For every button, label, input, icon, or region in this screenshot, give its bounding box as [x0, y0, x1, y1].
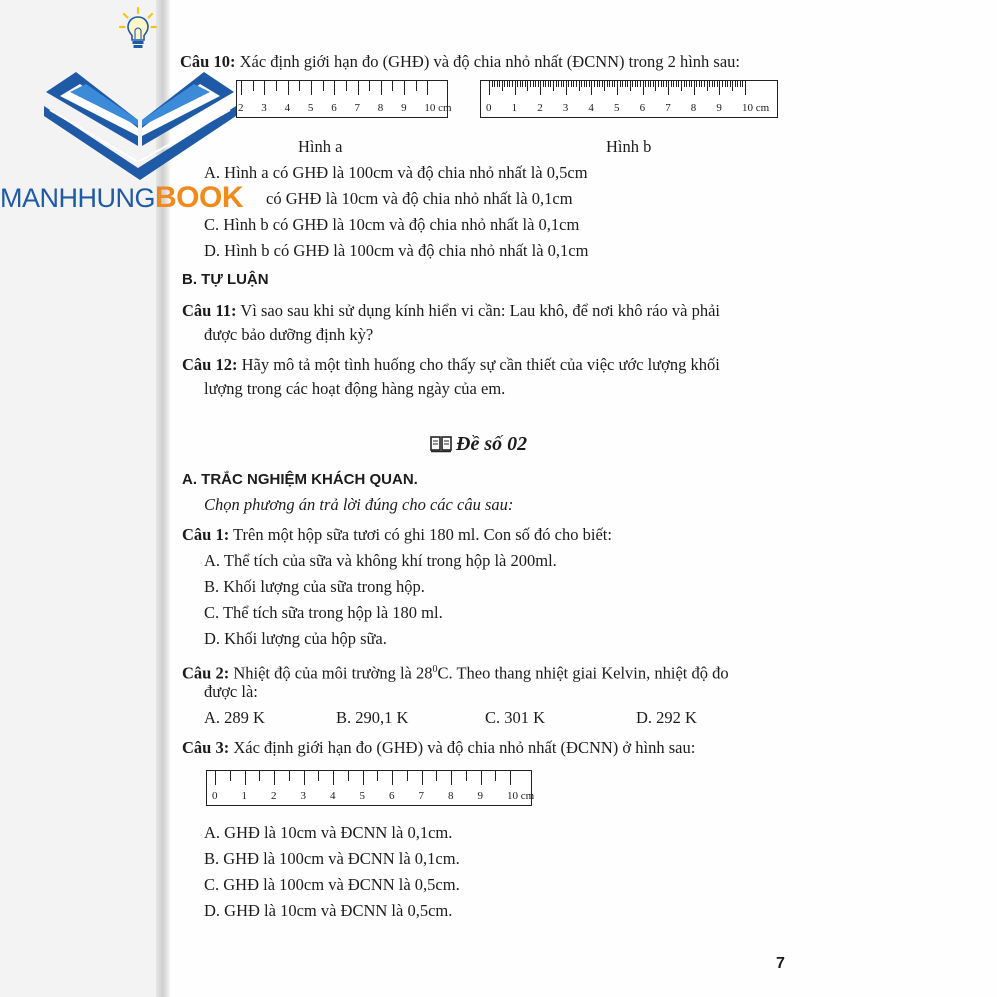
ruler-major-tick — [245, 771, 246, 785]
ruler-minor-tick — [712, 81, 713, 87]
ruler-minor-tick — [520, 81, 521, 87]
ruler-minor-tick — [527, 81, 528, 91]
ruler-minor-tick — [512, 81, 513, 87]
option-a: A. 289 K — [204, 708, 265, 727]
ruler-label: 4 — [330, 790, 336, 802]
exam-title: Đề số 02 — [456, 433, 528, 455]
ruler-minor-tick — [717, 81, 718, 87]
ruler-minor-tick — [545, 81, 546, 87]
ruler-label: 1 — [511, 102, 518, 114]
ruler-minor-tick — [655, 81, 656, 91]
ruler-minor-tick — [346, 81, 347, 91]
ruler-minor-tick — [548, 81, 549, 87]
ruler-minor-tick — [663, 81, 664, 87]
ruler-label: 3 — [261, 102, 267, 114]
ruler-major-tick — [515, 81, 516, 95]
question-text: Trên một hộp sữa tươi có ghi 180 ml. Con số đó cho biết: — [233, 525, 612, 544]
ruler-major-tick — [404, 81, 405, 95]
open-book-icon — [40, 62, 240, 182]
ruler-label: 10 cm — [424, 102, 452, 114]
ruler-label: 9 — [477, 790, 483, 802]
question-text-cont: C. Theo thang nhiệt giai Kelvin, nhiệt độ đo — [437, 663, 729, 683]
ruler-minor-tick — [709, 81, 710, 87]
option-d: D. GHĐ là 10cm và ĐCNN là 0,5cm. — [204, 901, 453, 920]
ruler-label: 7 — [354, 102, 360, 114]
ruler-major-tick — [668, 81, 669, 95]
ruler-minor-tick — [699, 81, 700, 87]
ruler-label: 6 — [639, 102, 646, 114]
ruler-minor-tick — [594, 81, 595, 87]
question-number: Câu 1: — [182, 525, 230, 544]
ruler-major-tick — [617, 81, 618, 95]
ruler-minor-tick — [742, 81, 743, 87]
ruler-minor-tick — [602, 81, 603, 87]
ruler-major-tick — [510, 771, 511, 785]
ruler-minor-tick — [492, 81, 493, 87]
option-c: C. Hình b có GHĐ là 10cm và độ chia nhỏ nhất là 0,1cm — [204, 215, 580, 234]
ruler-major-tick — [422, 771, 423, 785]
ruler-label: 4 — [588, 102, 594, 114]
question-3 — [182, 738, 695, 758]
ruler-label: 1 — [241, 790, 247, 802]
ruler-major-tick — [333, 771, 334, 785]
option-a: A. Hình a có GHĐ là 100cm và độ chia nhỏ nhất là 0,5cm — [204, 163, 588, 182]
ruler-minor-tick — [259, 771, 260, 781]
ruler-minor-tick — [253, 81, 254, 91]
question-12 — [182, 355, 720, 375]
ruler-major-tick — [427, 81, 428, 95]
ruler-minor-tick — [530, 81, 531, 87]
ruler-minor-tick — [561, 81, 562, 87]
brand-name-part1: MANHHUNG — [0, 183, 155, 213]
ruler-label: 7 — [418, 790, 424, 802]
ruler-minor-tick — [589, 81, 590, 87]
ruler-label: 8 — [377, 102, 384, 114]
ruler-label: 5 — [307, 102, 314, 114]
ruler-minor-tick — [637, 81, 638, 87]
option-d: D. 292 K — [636, 708, 697, 727]
ruler-minor-tick — [666, 81, 667, 87]
ruler-label: 3 — [562, 102, 569, 114]
ruler-minor-tick — [701, 81, 702, 87]
ruler-minor-tick — [276, 81, 277, 91]
superscript-degree: 0 — [432, 664, 438, 675]
ruler-major-tick — [311, 81, 312, 95]
ruler-label: 2 — [271, 790, 277, 802]
ruler-minor-tick — [635, 81, 636, 87]
ruler-major-tick — [274, 771, 275, 785]
ruler-minor-tick — [502, 81, 503, 91]
ruler-label: 9 — [716, 102, 722, 114]
question-11-line2: được bảo dưỡng định kỳ? — [204, 325, 374, 344]
ruler-major-tick — [264, 81, 265, 95]
ruler-minor-tick — [722, 81, 723, 87]
ruler-label: 6 — [331, 102, 337, 114]
ruler-minor-tick — [714, 81, 715, 87]
ruler-minor-tick — [497, 81, 498, 87]
ruler-minor-tick — [495, 771, 496, 781]
ruler-major-tick — [643, 81, 644, 95]
ruler-minor-tick — [658, 81, 659, 87]
section-heading: B. TỰ LUẬN — [182, 271, 269, 288]
ruler-label: 10 cm — [742, 102, 770, 114]
option-c: C. GHĐ là 100cm và ĐCNN là 0,5cm. — [204, 875, 460, 894]
ruler-minor-tick — [563, 81, 564, 87]
question-number: Câu 10: — [180, 52, 236, 71]
ruler-major-tick — [591, 81, 592, 95]
ruler-minor-tick — [573, 81, 574, 87]
ruler-label: 7 — [665, 102, 671, 114]
question-number: Câu 12: — [182, 355, 238, 374]
caption-hinh-b: Hình b — [606, 137, 652, 156]
ruler-minor-tick — [727, 81, 728, 87]
ruler-major-tick — [745, 81, 746, 95]
question-number: Câu 2: — [182, 663, 230, 683]
ruler-minor-tick — [416, 81, 417, 91]
ruler-a — [236, 80, 452, 118]
ruler-minor-tick — [625, 81, 626, 87]
ruler-label: 2 — [537, 102, 543, 114]
ruler-minor-tick — [632, 81, 633, 87]
ruler-minor-tick — [740, 81, 741, 87]
ruler-major-tick — [481, 771, 482, 785]
ruler-label: 8 — [448, 790, 454, 802]
ruler-major-tick — [288, 81, 289, 95]
ruler-minor-tick — [517, 81, 518, 87]
question-text: Hãy mô tả một tình huống cho thấy sự cần thiết của việc ước lượng khối — [241, 355, 720, 374]
ruler-major-tick — [566, 81, 567, 95]
ruler-minor-tick — [550, 81, 551, 87]
ruler-minor-tick — [730, 81, 731, 87]
ruler-minor-tick — [348, 771, 349, 781]
option-b: B. GHĐ là 100cm và ĐCNN là 0,1cm. — [204, 849, 460, 868]
ruler-label: 6 — [389, 790, 395, 802]
question-11 — [182, 301, 720, 321]
ruler-c — [206, 770, 535, 806]
ruler-minor-tick — [640, 81, 641, 87]
question-2 — [182, 660, 729, 684]
open-book-small-icon — [430, 435, 452, 453]
ruler-minor-tick — [661, 81, 662, 87]
ruler-minor-tick — [673, 81, 674, 87]
ruler-major-tick — [489, 81, 490, 95]
ruler-minor-tick — [377, 771, 378, 781]
ruler-major-tick — [363, 771, 364, 785]
ruler-label: 3 — [300, 790, 306, 802]
ruler-minor-tick — [686, 81, 687, 87]
ruler-minor-tick — [737, 81, 738, 87]
ruler-label: 8 — [690, 102, 697, 114]
question-12-line2: lượng trong các hoạt động hàng ngày của em. — [204, 379, 506, 398]
ruler-minor-tick — [599, 81, 600, 87]
ruler-minor-tick — [571, 81, 572, 87]
ruler-minor-tick — [553, 81, 554, 91]
ruler-minor-tick — [620, 81, 621, 87]
ruler-label: 9 — [401, 102, 407, 114]
ruler-minor-tick — [630, 81, 631, 91]
ruler-major-tick — [719, 81, 720, 95]
ruler-label: 2 — [238, 102, 244, 114]
ruler-minor-tick — [533, 81, 534, 87]
ruler-minor-tick — [645, 81, 646, 87]
ruler-major-tick — [304, 771, 305, 785]
ruler-minor-tick — [543, 81, 544, 87]
option-b: B. 290,1 K — [336, 708, 409, 727]
ruler-label: 0 — [486, 102, 492, 114]
ruler-minor-tick — [648, 81, 649, 87]
ruler-minor-tick — [504, 81, 505, 87]
page-number: 7 — [776, 955, 785, 972]
ruler-minor-tick — [576, 81, 577, 87]
ruler-minor-tick — [507, 81, 508, 87]
instruction: Chọn phương án trả lời đúng cho các câu sau: — [204, 495, 514, 514]
ruler-minor-tick — [499, 81, 500, 87]
ruler-minor-tick — [607, 81, 608, 87]
ruler-major-tick — [381, 81, 382, 95]
ruler-label: 5 — [359, 790, 365, 802]
ruler-major-tick — [392, 771, 393, 785]
ruler-minor-tick — [627, 81, 628, 87]
ruler-label: 4 — [284, 102, 291, 114]
question-number: Câu 11: — [182, 301, 237, 320]
ruler-minor-tick — [230, 771, 231, 781]
ruler-label: 5 — [614, 102, 620, 114]
ruler-minor-tick — [407, 771, 408, 781]
ruler-minor-tick — [704, 81, 705, 87]
question-number: Câu 3: — [182, 738, 230, 757]
option-c: C. Thể tích sữa trong hộp là 180 ml. — [204, 603, 443, 622]
ruler-b — [480, 80, 778, 118]
ruler-minor-tick — [369, 81, 370, 91]
ruler-minor-tick — [323, 81, 324, 91]
ruler-minor-tick — [558, 81, 559, 87]
ruler-major-tick — [694, 81, 695, 95]
option-d: D. Khối lượng của hộp sữa. — [204, 629, 387, 648]
option-c: C. 301 K — [485, 708, 546, 727]
caption-hinh-a: Hình a — [298, 137, 343, 156]
question-text: Vì sao sau khi sử dụng kính hiển vi cần: Lau khô, để nơi khô ráo và phải — [240, 301, 720, 320]
section-heading: A. TRẮC NGHIỆM KHÁCH QUAN. — [182, 471, 418, 488]
ruler-label: 0 — [212, 790, 218, 802]
ruler-minor-tick — [653, 81, 654, 87]
question-text: Nhiệt độ của môi trường là 28 — [233, 663, 433, 683]
ruler-minor-tick — [494, 81, 495, 87]
ruler-major-tick — [540, 81, 541, 95]
option-b: có GHĐ là 10cm và độ chia nhỏ nhất là 0,1cm — [266, 189, 573, 208]
ruler-minor-tick — [691, 81, 692, 87]
ruler-minor-tick — [586, 81, 587, 87]
ruler-minor-tick — [579, 81, 580, 91]
ruler-minor-tick — [299, 81, 300, 91]
option-d: D. Hình b có GHĐ là 100cm và độ chia nhỏ nhất là 0,1cm — [204, 241, 589, 260]
ruler-major-tick — [358, 81, 359, 95]
brand-logo-text — [0, 182, 243, 214]
ruler-minor-tick — [581, 81, 582, 87]
ruler-minor-tick — [525, 81, 526, 87]
question-1 — [182, 525, 612, 545]
ruler-major-tick — [334, 81, 335, 95]
ruler-minor-tick — [678, 81, 679, 87]
question-10 — [180, 52, 740, 72]
ruler-major-tick — [241, 81, 242, 95]
ruler-minor-tick — [725, 81, 726, 87]
question-text: Xác định giới hạn đo (GHĐ) và độ chia nhỏ nhất (ĐCNN) trong 2 hình sau: — [239, 52, 741, 71]
ruler-minor-tick — [538, 81, 539, 87]
option-a: A. Thể tích của sữa và không khí trong hộp là 200ml. — [204, 551, 557, 570]
ruler-minor-tick — [676, 81, 677, 87]
ruler-minor-tick — [466, 771, 467, 781]
question-text: Xác định giới hạn đo (GHĐ) và độ chia nhỏ nhất (ĐCNN) ở hình sau: — [233, 738, 696, 757]
ruler-minor-tick — [604, 81, 605, 91]
ruler-minor-tick — [612, 81, 613, 87]
ruler-minor-tick — [684, 81, 685, 87]
ruler-minor-tick — [707, 81, 708, 91]
option-b: B. Khối lượng của sữa trong hộp. — [204, 577, 425, 596]
ruler-minor-tick — [392, 81, 393, 91]
ruler-minor-tick — [735, 81, 736, 87]
ruler-minor-tick — [650, 81, 651, 87]
question-2-line2: được là: — [204, 682, 258, 701]
ruler-minor-tick — [609, 81, 610, 87]
ruler-minor-tick — [696, 81, 697, 87]
ruler-minor-tick — [681, 81, 682, 91]
ruler-minor-tick — [732, 81, 733, 91]
ruler-minor-tick — [556, 81, 557, 87]
ruler-minor-tick — [509, 81, 510, 87]
ruler-minor-tick — [614, 81, 615, 87]
lightbulb-icon — [118, 6, 158, 56]
ruler-minor-tick — [318, 771, 319, 781]
option-a: A. GHĐ là 10cm và ĐCNN là 0,1cm. — [204, 823, 453, 842]
ruler-minor-tick — [289, 771, 290, 781]
ruler-minor-tick — [671, 81, 672, 87]
ruler-minor-tick — [535, 81, 536, 87]
ruler-minor-tick — [584, 81, 585, 87]
ruler-minor-tick — [597, 81, 598, 87]
ruler-minor-tick — [689, 81, 690, 87]
brand-name-part2: BOOK — [155, 181, 243, 214]
ruler-label: 10 cm — [507, 790, 535, 802]
ruler-minor-tick — [522, 81, 523, 87]
ruler-major-tick — [451, 771, 452, 785]
ruler-minor-tick — [622, 81, 623, 87]
ruler-minor-tick — [568, 81, 569, 87]
ruler-minor-tick — [436, 771, 437, 781]
ruler-major-tick — [215, 771, 216, 785]
